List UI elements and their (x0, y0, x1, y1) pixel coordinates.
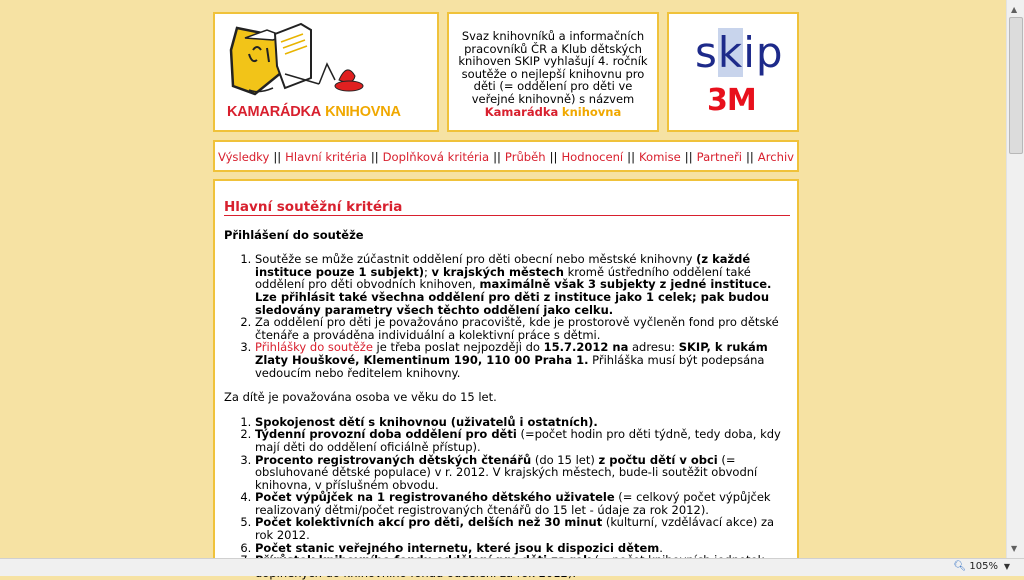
nav-separator: || (627, 150, 635, 164)
nav-link-vysledky[interactable]: Výsledky (217, 150, 270, 164)
logo-text (227, 103, 402, 120)
content-box (213, 179, 799, 569)
list-item: 3. Přihlášky do soutěže je třeba poslat nejpozději do 15.7.2012 na adresu: SKIP, k rukám Zlaty Houškové, Klementinum 190, 110 00 Praha 1. Přihláška musí být podepsána vedoucím nebo ředitelem knihovny. (255, 341, 790, 379)
zoom-level: 105% (969, 561, 998, 572)
vertical-scrollbar[interactable] (1006, 0, 1024, 558)
main-nav (215, 150, 797, 164)
list-item: 1. Soutěže se může zúčastnit oddělení pro děti obecní nebo městské knihovny (z každé instituce pouze 1 subjekt); v krajských městech kromě ústředního oddělení také oddělení pro děti obvodních knihoven, maximálně však 3 subjekty z jedné instituce. Lze přihlásit také všechna oddělení pro děti z instituce jako 1 celek; pak budou sledovány parametry všech těchto oddělení jako celku. (255, 253, 790, 316)
list-item: 1. Spokojenost dětí s knihovnou (uživatelů i ostatních). (255, 416, 790, 429)
nav-link-hodnoceni[interactable]: Hodnocení (561, 150, 624, 164)
list-item: 4. Počet výpůjček na 1 registrovaného dětského uživatele (= celkový počet výpůjček realizovaný dětmi/počet registrovaných čtenářů do 15 let - údaje za rok 2012). (255, 491, 790, 516)
list-item: 5. Počet kolektivních akcí pro děti, delších než 30 minut (kulturní, vzdělávací akce) za rok 2012. (255, 516, 790, 541)
intro-text (455, 30, 651, 118)
sponsor-box (667, 12, 799, 132)
nav-separator: || (745, 150, 754, 164)
page-title: Hlavní soutěžní kritéria (224, 201, 790, 216)
nav-link-doplnkova-kriteria[interactable]: Doplňková kritéria (382, 150, 490, 164)
main-content (224, 201, 790, 579)
kamaradka-knihovna-logo[interactable] (215, 14, 437, 130)
logo-box (213, 12, 439, 132)
scroll-up-arrow-icon[interactable]: ▲ (1011, 5, 1018, 14)
intro-box (447, 12, 659, 132)
zoom-control[interactable] (954, 561, 998, 572)
contest-name-part2: knihovna (561, 104, 622, 119)
magnifier-icon: 🔍︎ (953, 561, 967, 572)
section-heading: Přihlášení do soutěže (224, 227, 364, 242)
nav-box (213, 140, 799, 172)
age-note: Za dítě je považována osoba ve věku do 15 let. (224, 390, 497, 405)
skip-logo-s: s (695, 28, 718, 77)
nav-separator: || (684, 150, 693, 164)
list-item: 6. Počet stanic veřejného internetu, které jsou k dispozici dětem. (255, 542, 790, 555)
skip-logo-ip: ip (743, 28, 784, 77)
scrollbar-thumb[interactable] (1009, 17, 1023, 154)
nav-separator: || (493, 150, 501, 164)
3m-logo[interactable]: 3M (707, 83, 756, 118)
nav-link-prubeh[interactable]: Průběh (504, 150, 546, 164)
status-bar (0, 558, 1024, 576)
logo-text-knihovna: KNIHOVNA (325, 104, 401, 120)
nav-link-hlavni-kriteria[interactable]: Hlavní kritéria (285, 150, 367, 164)
skip-logo-k: k (717, 28, 744, 77)
registration-list (224, 253, 790, 379)
scroll-down-arrow-icon[interactable]: ▼ (1011, 544, 1018, 553)
skip-logo[interactable] (695, 28, 784, 77)
nav-separator: || (273, 150, 282, 164)
list-item: 2. Týdenní provozní doba oddělení pro děti (=počet hodin pro děti týdně, tedy doba, kdy mají děti do oddělení oficiálně přístup). (255, 428, 790, 453)
contest-name-part1: Kamarádka (484, 104, 559, 119)
application-link[interactable]: Přihlášky do soutěže (255, 340, 373, 355)
list-item: 2. Za oddělení pro děti je považováno pracoviště, kde je prostorově vyčleněn fond pro dětské čtenáře a prováděna individuální a kolektivní práce s dětmi. (255, 316, 790, 341)
nav-separator: || (370, 150, 379, 164)
list-item: 3. Procento registrovaných dětských čtenářů (do 15 let) z počtu dětí v obci (= obsluhované dětské populace) v r. 2012. V krajských městech, bude-li soutěžit obvodní knihovna, v příslušném obvodu. (255, 454, 790, 492)
nav-link-partneri[interactable]: Partneři (696, 150, 742, 164)
zoom-dropdown-icon[interactable]: ▼ (1003, 562, 1010, 571)
logo-text-kamaradka: KAMARÁDKA (227, 104, 322, 120)
intro-description: Svaz knihovníků a informačních pracovníků ČR a Klub dětských knihoven SKIP vyhlašují 4. ročník soutěže o nejlepší knihovnu pro děti (= oddělení pro děti ve veřejné knihovně) s názvem (458, 29, 648, 106)
nav-link-archiv[interactable]: Archiv (757, 150, 795, 164)
nav-link-komise[interactable]: Komise (638, 150, 681, 164)
nav-separator: || (549, 150, 558, 164)
criteria-list (224, 416, 790, 580)
logo-illustration (231, 24, 363, 94)
